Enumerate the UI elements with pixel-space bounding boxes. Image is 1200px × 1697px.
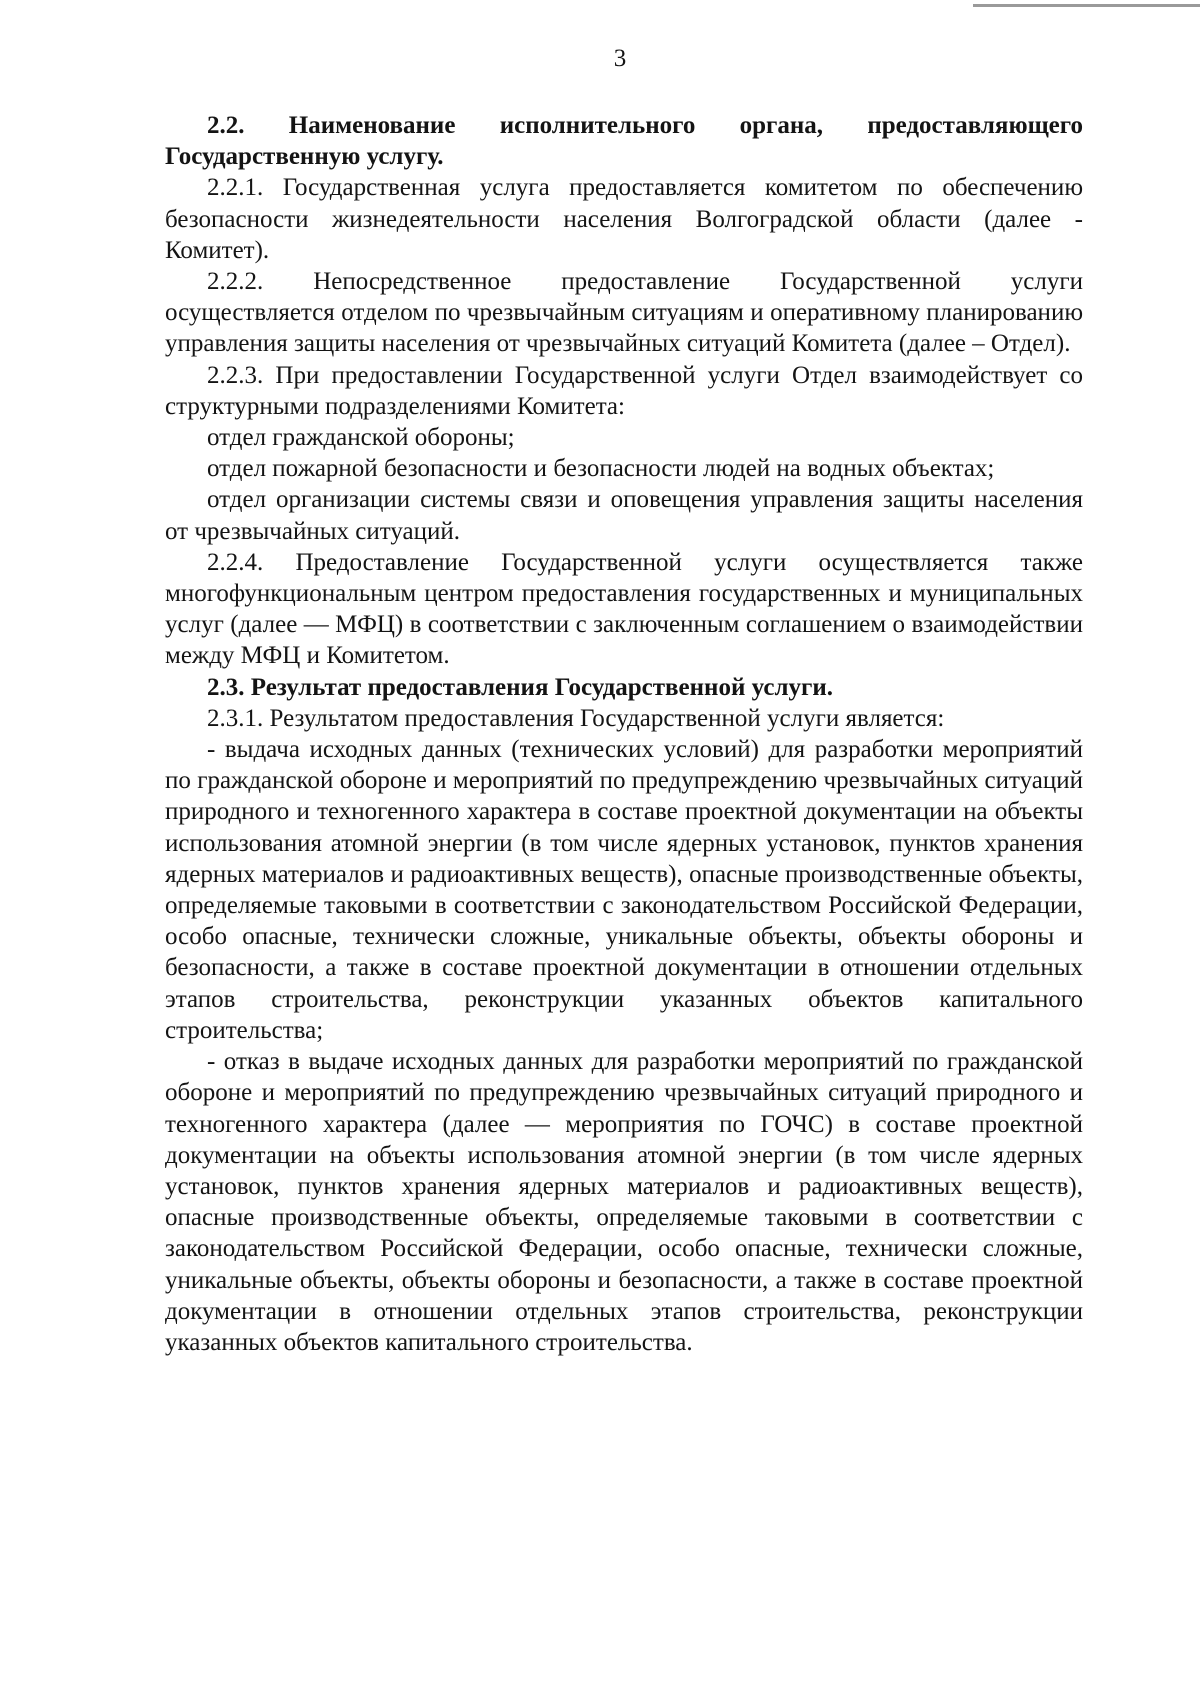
unit-list-item: отдел гражданской обороны; — [207, 424, 515, 452]
paragraph-2-2-4: 2.2.4. Предоставление Государственной услуги осуществляется также многофункциональным центром предоставления государственных и муниципальных услуг (далее — МФЦ) в соответствии с заключенным соглашением о взаимодействии между МФЦ и Комитетом. — [165, 548, 1083, 670]
document-body — [165, 110, 1083, 1358]
section-2-2-heading: 2.2. Наименование исполнительного органа, предоставляющего Государственную услугу. — [165, 112, 1083, 171]
unit-list-item: отдел пожарной безопасности и безопасности людей на водных объектах; — [207, 455, 995, 483]
scan-edge-line — [973, 4, 1200, 7]
unit-list-item: отдел организации системы связи и оповещения управления защиты населения от чрезвычайных ситуаций. — [165, 486, 1083, 545]
paragraph-2-2-2: 2.2.2. Непосредственное предоставление Государственной услуги осуществляется отделом по чрезвычайным ситуациям и оперативному планированию управления защиты населения от чрезвычайных ситуаций Комитета (далее – Отдел). — [165, 268, 1083, 358]
paragraph-2-2-1: 2.2.1. Государственная услуга предоставляется комитетом по обеспечению безопасности жизнедеятельности населения Волгоградской области (далее - Комитет). — [165, 174, 1083, 264]
result-refusal-item: - отказ в выдаче исходных данных для разработки мероприятий по гражданской обороне и мероприятий по предупреждению чрезвычайных ситуаций природного и техногенного характера (далее — мероприятия по ГОЧС) в составе проектной документации на объекты использования атомной энергии (в том числе ядерных установок, пунктов хранения ядерных материалов и радиоактивных веществ), опасные производственные объекты, определяемые таковыми в соответствии с законодательством Российской Федерации, особо опасные, технически сложные, уникальные объекты, объекты обороны и безопасности, а также в составе проектной документации в отношении отдельных этапов строительства, реконструкции указанных объектов капитального строительства. — [165, 1048, 1083, 1356]
result-issue-item: - выдача исходных данных (технических условий) для разработки мероприятий по гражданской обороне и мероприятий по предупреждению чрезвычайных ситуаций природного и техногенного характера в составе проектной документации на объекты использования атомной энергии (в том числе ядерных установок, пунктов хранения ядерных материалов и радиоактивных веществ), опасные производственные объекты, определяемые таковыми в соответствии с законодательством Российской Федерации, особо опасные, технически сложные, уникальные объекты, объекты обороны и безопасности, а также в составе проектной документации в отношении отдельных этапов строительства, реконструкции указанных объектов капитального строительства; — [165, 736, 1083, 1044]
paragraph-2-3-1: 2.3.1. Результатом предоставления Государственной услуги является: — [207, 704, 945, 732]
page-number: 3 — [613, 45, 627, 72]
section-2-3-heading: 2.3. Результат предоставления Государственной услуги. — [207, 673, 833, 701]
paragraph-2-2-3: 2.2.3. При предоставлении Государственной услуги Отдел взаимодействует со структурными подразделениями Комитета: — [165, 361, 1083, 420]
